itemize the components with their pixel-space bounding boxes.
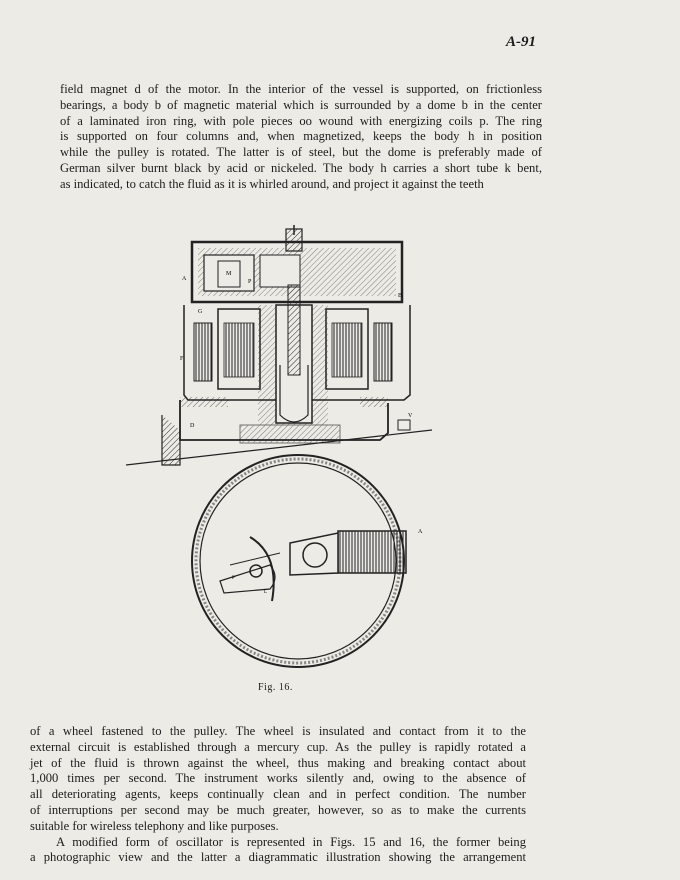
paragraph-bottom <box>30 724 526 866</box>
text-line: of interruptions per second may be much greater, however, so as to make the currents <box>30 802 526 817</box>
oscillator-figure <box>120 225 440 675</box>
figure-label: P <box>248 279 252 285</box>
text-line: of a wheel fastened to the pulley. The wheel is insulated and contact from it to the <box>30 724 526 738</box>
text-line: is supported on four columns and, when magnetized, keeps the body h in position <box>60 129 542 144</box>
page-number: A-91 <box>506 34 536 50</box>
text-line: suitable for wireless telephony and like purposes. <box>30 818 279 833</box>
figure-label: L <box>264 590 268 595</box>
figure-label: G <box>198 309 203 315</box>
text-line: all deteriorating agents, keeps continually clean and in perfect condition. The number <box>30 787 526 802</box>
text-line: A modified form of oscillator is represented in Figs. 15 and 16, the former being <box>56 834 526 849</box>
text-line: 1,000 times per second. The instrument works silently and, owing to the absence of <box>30 771 526 786</box>
figure-label: A <box>182 276 187 282</box>
figure-label: F <box>180 356 184 362</box>
text-line: as indicated, to catch the fluid as it is whirled around, and project it against the teeth <box>60 176 484 191</box>
figure-label: B <box>398 293 403 299</box>
plan-view <box>192 455 423 667</box>
text-line: jet of the fluid is thrown against the wheel, thus making and breaking contact about <box>30 755 526 770</box>
oscillator-diagram <box>120 225 440 675</box>
figure-label: A <box>418 529 423 535</box>
figure-caption: Fig. 16. <box>258 682 293 693</box>
text-line: of a laminated iron ring, with pole pieces oo wound with energizing coils p. The ring <box>60 113 542 128</box>
text-line: German silver burnt black by acid or nickeled. The body h carries a short tube k bent, <box>60 160 542 175</box>
figure-label: P <box>232 576 235 581</box>
text-line: while the pulley is rotated. The latter is of steel, but the dome is preferably made of <box>60 145 542 160</box>
paragraph-top <box>60 82 542 193</box>
figure-label: V <box>408 413 413 419</box>
text-line: field magnet d of the motor. In the interior of the vessel is supported, on frictionless <box>60 82 542 96</box>
text-line: external circuit is established through a mercury cup. As the pulley is rapidly rotated a <box>30 739 526 754</box>
figure-label: M <box>226 271 232 277</box>
figure-label: D <box>190 423 195 429</box>
text-line: a photographic view and the latter a diagrammatic illustration showing the arrangement <box>30 850 526 865</box>
sectional-view <box>126 225 432 465</box>
text-line: bearings, a body b of magnetic material which is surrounded by a dome b in the center <box>60 97 542 112</box>
